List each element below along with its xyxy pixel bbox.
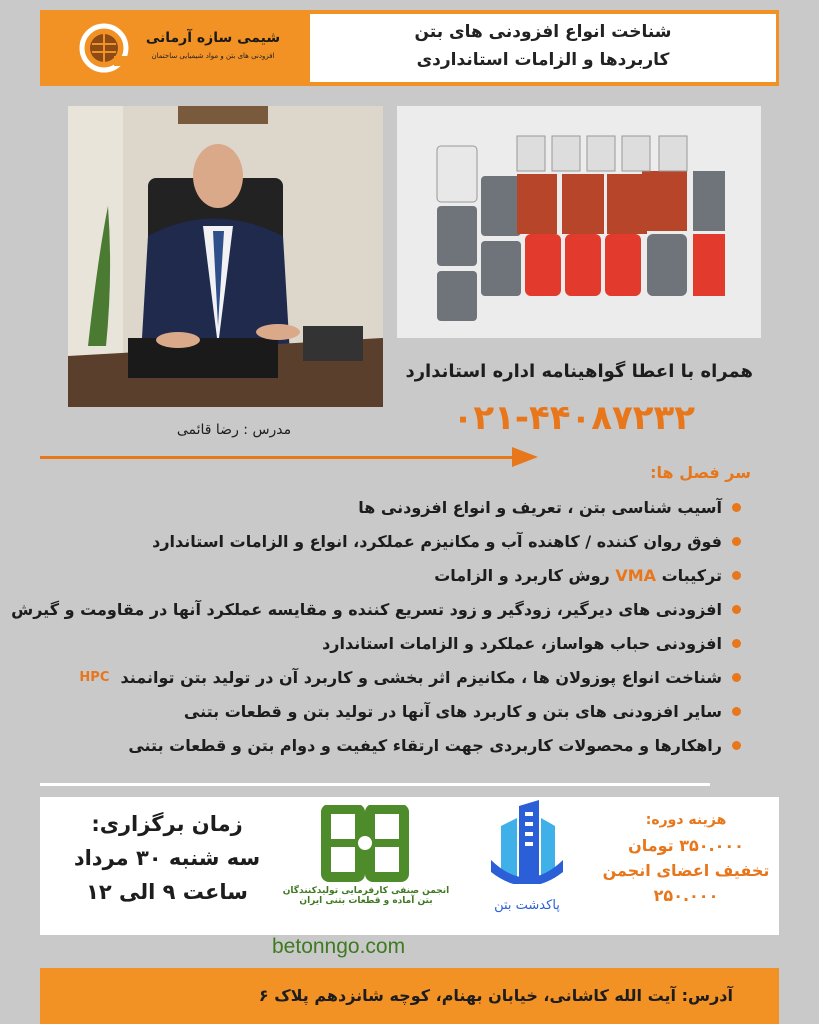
topic-item: افزودنی حباب هواساز، عملکرد و الزامات استاندارد <box>41 626 741 660</box>
association-logo-icon <box>320 805 410 883</box>
arrow-line <box>40 456 518 459</box>
association-name: انجمن صنفی کارفرمایی تولیدکنندگان بتن آماده و قطعات بتنی ایران <box>282 886 450 906</box>
instructor-name: مدرس : رضا قائمی <box>176 422 292 438</box>
bullet-icon <box>732 741 741 750</box>
schedule-time: ساعت ۹ الی ۱۲ <box>86 880 248 904</box>
schedule-block <box>62 812 272 904</box>
page-title-line1: شناخت انواع افزودنی های بتن <box>414 22 672 42</box>
schedule-day: سه شنبه ۳۰ مرداد <box>73 846 261 870</box>
page-title-line2: کاربردها و الزامات استانداردی <box>416 50 670 70</box>
globe-logo-icon <box>78 20 130 76</box>
pakdasht-building-icon <box>487 800 567 884</box>
fee-block <box>600 812 772 905</box>
topic-item: راهکارها و محصولات کاربردی جهت ارتقاء کیفیت و دوام بتن و قطعات بتنی <box>41 728 741 762</box>
arrow-right-icon <box>512 447 538 467</box>
bullet-icon <box>732 537 741 546</box>
topic-item: آسیب شناسی بتن ، تعریف و انواع افزودنی ها <box>41 490 741 524</box>
bullet-icon <box>732 639 741 648</box>
address: آدرس: آیت الله کاشانی، خیابان بهنام، کوچه شانزدهم پلاک ۶ <box>258 986 733 1005</box>
bullet-icon <box>732 605 741 614</box>
hpc-highlight: HPC <box>79 669 110 685</box>
bullet-icon <box>732 707 741 716</box>
topics-list <box>11 490 741 762</box>
brand-logo-area <box>44 14 306 82</box>
title-box <box>310 14 776 82</box>
brand-name: شیمی سازه آرمانی <box>145 30 281 46</box>
phone-number[interactable]: ۰۲۱-۴۴۰۸۷۲۳۲ <box>452 398 695 438</box>
fee-price: ۳۵۰.۰۰۰ تومان <box>628 836 744 855</box>
schedule-title: زمان برگزاری: <box>91 812 243 836</box>
products-photo <box>397 106 761 338</box>
bullet-icon <box>732 503 741 512</box>
fee-discount-label: تخفیف اعضای انجمن <box>602 861 770 880</box>
topic-item: فوق روان کننده / کاهنده آب و مکانیزم عملکرد، انواع و الزامات استاندارد <box>41 524 741 558</box>
website-link[interactable]: betonngo.com <box>272 935 406 958</box>
bullet-icon <box>732 571 741 580</box>
topic-item: سایر افزودنی های بتن و کاربرد های آنها در تولید بتن و قطعات بتنی <box>41 694 741 728</box>
topic-item: ترکیبات VMA روش کاربرد و الزامات <box>41 558 741 592</box>
bullet-icon <box>732 673 741 682</box>
pakdasht-name: پاکدشت بتن <box>494 898 560 913</box>
topics-heading: سر فصل ها: <box>650 463 751 482</box>
topic-item: شناخت انواع پوزولان ها ، مکانیزم اثر بخشی و کاربرد آن در تولید بتن توانمند HPC <box>41 660 741 694</box>
vma-highlight: VMA <box>615 565 656 585</box>
topic-item: افزودنی های دیرگیر، زودگیر و زود تسریع کننده و مقایسه عملکرد آنها در مقاومت و گیرش <box>41 592 741 626</box>
certificate-note: همراه با اعطا گواهینامه اداره استاندارد <box>405 361 753 382</box>
fee-discount-price: ۲۵۰.۰۰۰ <box>653 886 719 905</box>
instructor-photo <box>68 106 383 407</box>
brand-tagline: افزودنی های بتن و مواد شیمیایی ساختمان <box>151 52 275 60</box>
fee-title: هزینه دوره: <box>645 812 727 828</box>
divider <box>40 783 710 786</box>
